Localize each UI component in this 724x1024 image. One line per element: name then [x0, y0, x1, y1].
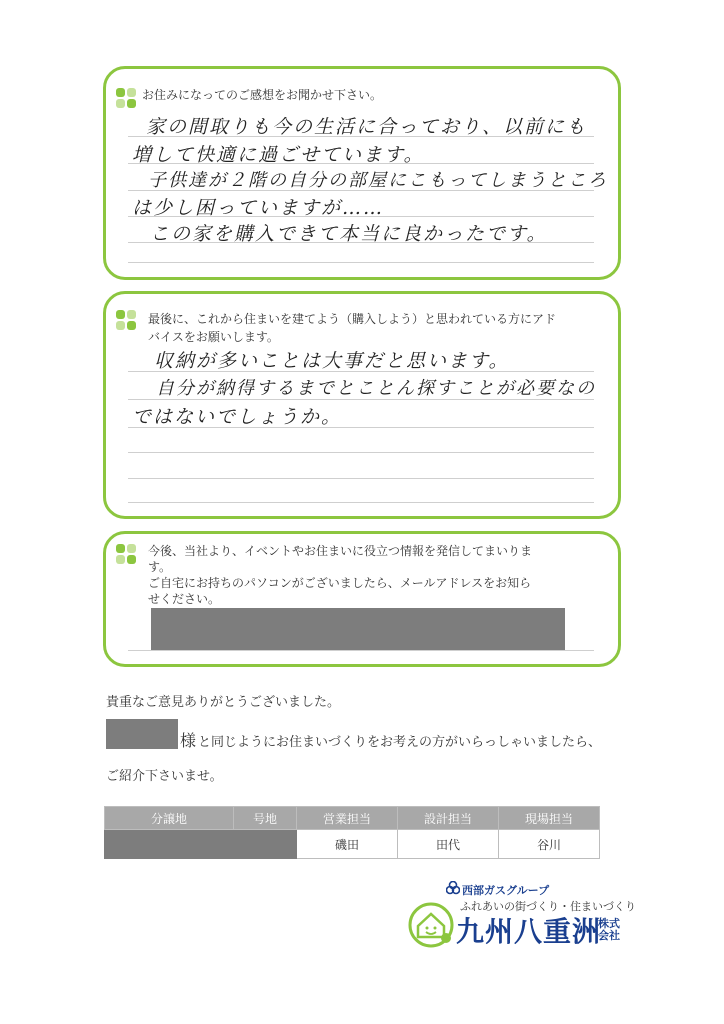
q3-prompt-line: す。 [148, 560, 172, 574]
design-staff: 田代 [398, 830, 499, 859]
thanks-text: 貴重なご意見ありがとうございました。 [106, 695, 341, 710]
group-name: 西部ガスグループ [462, 884, 550, 897]
staff-table [104, 806, 600, 859]
company-tagline: ふれあいの街づくり・住まいづくり [460, 900, 636, 913]
sales-staff: 磯田 [297, 830, 398, 859]
q3-prompt-line: せください。 [148, 592, 221, 606]
q2-prompt-line: 最後に、これから住まいを建てよう（購入しよう）と思われている方にアド [148, 312, 557, 326]
header-lot-number: 号地 [234, 807, 297, 830]
company-suffix: 株式会社 [598, 917, 620, 942]
q2-answer-line: ではないでしょうか。 [132, 406, 343, 428]
q1-answer-line: この家を購入できて本当に良かったです。 [150, 223, 548, 245]
ruled-line [128, 452, 594, 453]
house-logo-icon [408, 902, 454, 948]
q1-answer-line: 子供達が２階の自分の部屋にこもってしまうところ [148, 170, 608, 191]
q1-answer-line: は少し困っていますが…… [132, 197, 385, 219]
sama-label: 様 [180, 731, 197, 750]
header-site: 現場担当 [499, 807, 600, 830]
saibu-gas-logo-icon [446, 881, 460, 895]
clover-icon [116, 88, 136, 108]
ruled-line [128, 650, 594, 651]
q1-answer-line: 家の間取りも今の生活に合っており、以前にも [146, 116, 588, 138]
clover-icon [116, 310, 136, 330]
header-lot: 分譲地 [105, 807, 234, 830]
q3-prompt-line: ご自宅にお持ちのパソコンがございましたら、メールアドレスをお知ら [148, 576, 532, 590]
company-name: 九州八重洲 [456, 915, 602, 948]
lot-number-value-redacted [234, 830, 297, 859]
referral-text: と同じようにお住まいづくりをお考えの方がいらっしゃいましたら、 [198, 735, 602, 750]
site-staff: 谷川 [499, 830, 600, 859]
referral-text-2: ご紹介下さいませ。 [106, 769, 223, 784]
q1-prompt: お住みになってのご感想をお聞かせ下さい。 [142, 88, 383, 102]
ruled-line [128, 502, 594, 503]
ruled-line [128, 262, 594, 263]
q2-answer-line: 自分が納得するまでとことん探すことが必要なの [156, 378, 596, 399]
header-design: 設計担当 [398, 807, 499, 830]
customer-name-redacted [106, 719, 178, 749]
header-sales: 営業担当 [297, 807, 398, 830]
q1-answer-line: 増して快適に過ごせています。 [132, 144, 425, 166]
q2-answer-line: 収納が多いことは大事だと思います。 [154, 350, 510, 372]
clover-icon [116, 544, 136, 564]
q3-prompt-line: 今後、当社より、イベントやお住まいに役立つ情報を発信してまいりま [148, 544, 533, 558]
q2-prompt-line: バイスをお願いします。 [148, 330, 279, 344]
ruled-line [128, 478, 594, 479]
lot-value-redacted [105, 830, 234, 859]
email-redacted [151, 608, 565, 650]
